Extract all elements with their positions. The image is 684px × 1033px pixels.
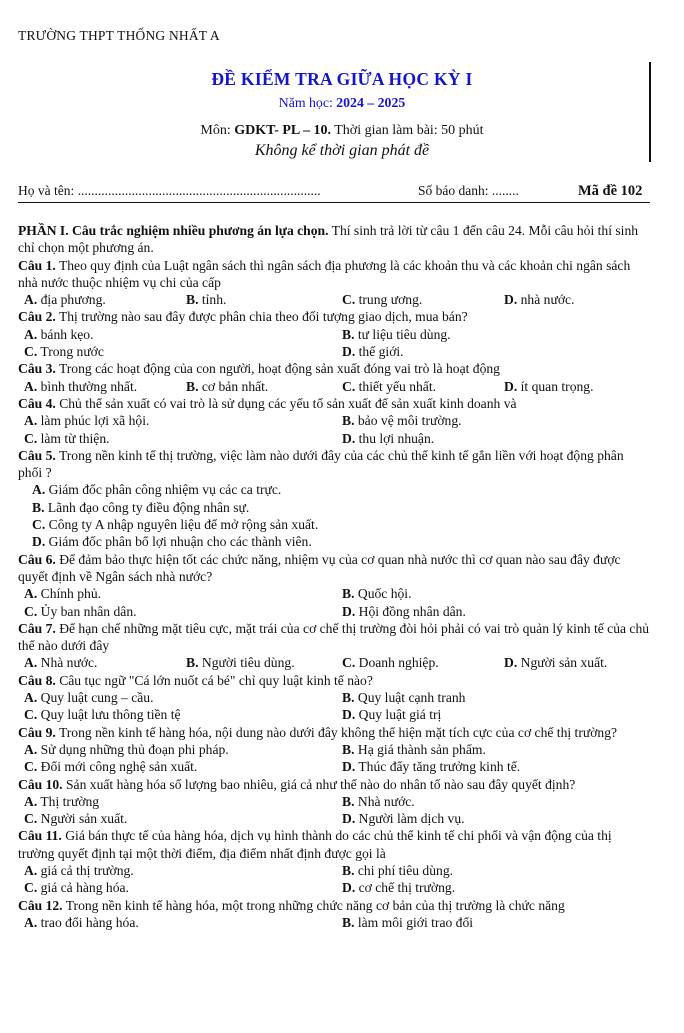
option-letter: D. bbox=[504, 378, 518, 394]
option-text: Sử dụng những thủ đoạn phi pháp. bbox=[40, 741, 229, 757]
question-number: Câu 4. bbox=[18, 395, 56, 411]
question bbox=[18, 360, 650, 395]
option-letter: D. bbox=[342, 811, 356, 827]
question-number: Câu 12. bbox=[18, 897, 63, 913]
option-letter: A. bbox=[24, 326, 38, 342]
option-text: Nhà nước. bbox=[40, 655, 98, 671]
options-row bbox=[18, 862, 650, 879]
option-letter: A. bbox=[24, 793, 38, 809]
option-letter: C. bbox=[24, 759, 38, 775]
year-value: 2024 – 2025 bbox=[336, 95, 406, 110]
option-text: trung ương. bbox=[358, 292, 423, 308]
option-letter: C. bbox=[24, 430, 38, 446]
question-stem: Để đảm bảo thực hiện tốt các chức năng, nhiệm vụ của cơ quan nhà nước thì cơ quan nào sau đây được quyết định về Ngân sách nhà nước? bbox=[18, 551, 621, 584]
question bbox=[18, 827, 650, 896]
question bbox=[18, 672, 650, 724]
options-row bbox=[18, 689, 650, 706]
options-row bbox=[18, 481, 650, 498]
option-letter: C. bbox=[24, 880, 38, 896]
option-text: Người làm dịch vụ. bbox=[358, 811, 465, 827]
question-stem: Theo quy định của Luật ngân sách thì ngân sách địa phương là các khoản thu và các khoản chi ngân sách nhà nước thuộc nhiệm vụ chi của cấp bbox=[18, 257, 631, 290]
question-stem: Câu tục ngữ "Cá lớn nuốt cá bé" chỉ quy luật kinh tế nào? bbox=[59, 672, 373, 688]
option-letter: B. bbox=[342, 690, 355, 706]
options-row bbox=[18, 654, 650, 671]
time-text: Thời gian làm bài: 50 phút bbox=[334, 123, 484, 138]
question-stem: Để hạn chế những mặt tiêu cực, mặt trái của cơ chế thị trường đòi hỏi phải có vai trò quản lý kinh tế của chủ thể nào dưới đây bbox=[18, 620, 650, 654]
question-number: Câu 7. bbox=[18, 620, 56, 636]
answer-option[interactable] bbox=[24, 741, 229, 758]
question bbox=[18, 395, 650, 447]
option-letter: B. bbox=[342, 413, 355, 429]
question-text bbox=[18, 724, 650, 741]
part-heading bbox=[18, 222, 650, 257]
option-letter: A. bbox=[24, 413, 38, 429]
question-number: Câu 10. bbox=[18, 776, 63, 792]
answer-option[interactable] bbox=[24, 914, 139, 931]
question bbox=[18, 724, 650, 776]
question-stem: Sản xuất hàng hóa số lượng bao nhiêu, giá cả như thế nào do nhân tố nào sau đây quyết định? bbox=[65, 776, 576, 792]
option-text: cơ bản nhất. bbox=[201, 378, 269, 394]
question-stem: Giá bán thực tế của hàng hóa, dịch vụ hình thành do các chủ thể kinh tế chi phối và vận động của thị trường quyết định tại một thời điểm, địa điểm nhất định được gọi là bbox=[18, 828, 612, 861]
question-text bbox=[18, 827, 650, 862]
option-letter: D. bbox=[342, 430, 356, 446]
option-letter: B. bbox=[342, 793, 355, 809]
answer-option[interactable] bbox=[342, 378, 436, 395]
answer-option[interactable] bbox=[342, 706, 441, 723]
option-text: Trong nước bbox=[40, 344, 104, 360]
option-text: thu lợi nhuận. bbox=[358, 430, 435, 446]
answer-option[interactable] bbox=[32, 534, 312, 549]
question bbox=[18, 776, 650, 828]
question-text bbox=[18, 257, 650, 292]
option-text: bình thường nhất. bbox=[40, 378, 138, 394]
answer-option[interactable] bbox=[342, 430, 434, 447]
option-letter: D. bbox=[342, 344, 356, 360]
answer-option[interactable] bbox=[24, 758, 197, 775]
option-letter: A. bbox=[24, 586, 38, 602]
answer-option[interactable] bbox=[342, 810, 465, 827]
question-stem: Trong nền kinh tế hàng hóa, một trong những chức năng cơ bản của thị trường là chức năng bbox=[65, 897, 565, 913]
answer-option[interactable] bbox=[24, 585, 101, 602]
question-list bbox=[18, 257, 650, 932]
option-text: nhà nước. bbox=[520, 292, 575, 308]
option-letter: A. bbox=[24, 378, 38, 394]
option-letter: C. bbox=[342, 292, 356, 308]
option-letter: D. bbox=[504, 655, 518, 671]
answer-option[interactable] bbox=[24, 689, 154, 706]
option-text: Quy luật cung – cầu. bbox=[40, 690, 154, 706]
question-stem: Trong nền kinh tế hàng hóa, nội dung nào dưới đây không thể hiện mặt tích cực của cơ chế thị trường? bbox=[58, 724, 618, 740]
answer-option[interactable] bbox=[32, 482, 281, 497]
options-row bbox=[18, 810, 650, 827]
question-stem: Trong các hoạt động của con người, hoạt động sản xuất đóng vai trò là hoạt động bbox=[58, 361, 500, 377]
option-text: bảo vệ môi trường. bbox=[357, 413, 462, 429]
options-row bbox=[18, 343, 650, 360]
part-instruction: Thí sinh trả lời từ câu 1 đến câu 24. Mỗi câu hỏi thí sinh chỉ chọn một phương án. bbox=[18, 223, 639, 256]
question-text bbox=[18, 776, 650, 793]
question-text bbox=[18, 551, 650, 586]
answer-option[interactable] bbox=[186, 291, 226, 308]
options-row bbox=[18, 378, 650, 395]
exam-content bbox=[18, 222, 650, 931]
answer-option[interactable] bbox=[186, 378, 268, 395]
exam-title: ĐỀ KIỂM TRA GIỮA HỌC KỲ I bbox=[211, 69, 473, 89]
options-row bbox=[18, 603, 650, 620]
option-text: cơ chế thị trường. bbox=[358, 880, 456, 896]
answer-option[interactable] bbox=[24, 291, 106, 308]
question-number: Câu 5. bbox=[18, 447, 56, 463]
option-text: làm từ thiện. bbox=[40, 430, 110, 446]
answer-option[interactable] bbox=[24, 879, 129, 896]
option-text: giá cả hàng hóa. bbox=[40, 880, 129, 896]
option-letter: B. bbox=[342, 914, 355, 930]
subject-value: GDKT- PL – 10. bbox=[234, 123, 331, 138]
question-number: Câu 11. bbox=[18, 828, 62, 844]
options-row bbox=[18, 741, 650, 758]
school-name: TRƯỜNG THPT THỐNG NHẤT A bbox=[18, 28, 220, 43]
option-text: trao đổi hàng hóa. bbox=[40, 914, 139, 930]
school-year bbox=[0, 95, 684, 111]
option-text: Người sản xuất. bbox=[520, 655, 608, 671]
option-text: Thị trường bbox=[40, 793, 100, 809]
option-letter: B. bbox=[186, 292, 199, 308]
answer-option[interactable] bbox=[504, 378, 594, 395]
option-letter: B. bbox=[342, 586, 355, 602]
question-text bbox=[18, 620, 650, 655]
subject-line bbox=[0, 123, 684, 139]
option-letter: C. bbox=[24, 811, 38, 827]
question bbox=[18, 308, 650, 360]
option-letter: B. bbox=[342, 326, 355, 342]
exam-code: Mã đề 102 bbox=[578, 183, 643, 199]
answer-option[interactable] bbox=[24, 793, 99, 810]
question-stem: Chủ thể sản xuất có vai trò là sử dụng các yếu tố sản xuất để sản xuất kinh doanh và bbox=[59, 395, 517, 411]
question-number: Câu 6. bbox=[18, 551, 56, 567]
question bbox=[18, 897, 650, 932]
option-text: Chính phủ. bbox=[40, 586, 102, 602]
option-text: Giám đốc phân công nhiệm vụ các ca trực. bbox=[48, 482, 282, 498]
question-number: Câu 1. bbox=[18, 257, 56, 273]
option-letter: A. bbox=[24, 741, 38, 757]
option-text: tư liệu tiêu dùng. bbox=[357, 326, 451, 342]
option-text: ít quan trọng. bbox=[520, 378, 594, 394]
option-letter: D. bbox=[342, 759, 356, 775]
question bbox=[18, 551, 650, 620]
option-text: Giám đốc phân bổ lợi nhuận cho các thành viên. bbox=[48, 534, 312, 550]
part-title: PHẦN I. Câu trắc nghiệm nhiều phương án lựa chọn. bbox=[18, 223, 329, 238]
option-text: Quốc hội. bbox=[357, 586, 412, 602]
question-text bbox=[18, 897, 650, 914]
option-letter: C. bbox=[342, 378, 356, 394]
option-letter: B. bbox=[342, 741, 355, 757]
answer-option[interactable] bbox=[342, 291, 422, 308]
options-row bbox=[18, 793, 650, 810]
sbd-field: Số báo danh: ........ bbox=[418, 183, 519, 198]
option-text: Hạ giá thành sản phẩm. bbox=[357, 741, 486, 757]
option-letter: A. bbox=[24, 292, 38, 308]
question bbox=[18, 620, 650, 672]
options-row bbox=[18, 516, 650, 533]
answer-option[interactable] bbox=[24, 603, 137, 620]
answer-option[interactable] bbox=[342, 326, 451, 343]
option-text: chi phí tiêu dùng. bbox=[357, 862, 454, 878]
answer-option[interactable] bbox=[24, 343, 104, 360]
header-rule bbox=[18, 202, 650, 203]
option-text: Thúc đẩy tăng trưởng kinh tế. bbox=[358, 759, 521, 775]
options-row bbox=[18, 758, 650, 775]
answer-option[interactable] bbox=[342, 758, 520, 775]
question-number: Câu 9. bbox=[18, 724, 56, 740]
answer-option[interactable] bbox=[342, 862, 453, 879]
question-stem: Trong nền kinh tế thị trường, việc làm nào dưới đây của các chủ thể kinh tế gắn liền với hoạt động phân phối ? bbox=[18, 447, 624, 481]
question-text bbox=[18, 395, 650, 412]
options-row bbox=[18, 430, 650, 447]
answer-option[interactable] bbox=[24, 654, 97, 671]
option-text: tỉnh. bbox=[201, 292, 227, 308]
options-row bbox=[18, 533, 650, 550]
answer-option[interactable] bbox=[342, 412, 462, 429]
answer-option[interactable] bbox=[186, 654, 295, 671]
option-text: giá cả thị trường. bbox=[40, 862, 134, 878]
answer-option[interactable] bbox=[504, 654, 607, 671]
options-row bbox=[18, 499, 650, 516]
option-letter: C. bbox=[24, 707, 38, 723]
options-row bbox=[18, 585, 650, 602]
answer-option[interactable] bbox=[342, 793, 415, 810]
option-letter: D. bbox=[504, 292, 518, 308]
answer-option[interactable] bbox=[24, 430, 110, 447]
options-row bbox=[18, 706, 650, 723]
option-letter: D. bbox=[342, 707, 356, 723]
question-number: Câu 3. bbox=[18, 361, 56, 377]
subject-label: Môn: bbox=[200, 123, 231, 138]
option-text: thế giới. bbox=[358, 344, 404, 360]
question-text bbox=[18, 447, 650, 482]
option-letter: A. bbox=[24, 690, 38, 706]
option-text: địa phương. bbox=[40, 292, 106, 308]
question-text bbox=[18, 308, 650, 325]
option-text: Đổi mới công nghệ sản xuất. bbox=[40, 759, 198, 775]
answer-option[interactable] bbox=[32, 500, 249, 515]
options-row bbox=[18, 412, 650, 429]
answer-option[interactable] bbox=[24, 378, 137, 395]
option-letter: D. bbox=[32, 534, 46, 550]
option-letter: B. bbox=[186, 655, 199, 671]
time-note: Không kể thời gian phát đề bbox=[254, 142, 430, 159]
option-letter: B. bbox=[32, 499, 45, 515]
answer-option[interactable] bbox=[342, 603, 466, 620]
question-text bbox=[18, 360, 650, 377]
answer-option[interactable] bbox=[342, 879, 455, 896]
option-letter: C. bbox=[24, 603, 38, 619]
option-text: Người sản xuất. bbox=[40, 811, 128, 827]
question-stem: Thị trường nào sau đây được phân chia theo đối tượng giao dịch, mua bán? bbox=[58, 309, 468, 325]
options-row bbox=[18, 914, 650, 931]
answer-option[interactable] bbox=[342, 689, 465, 706]
option-letter: C. bbox=[342, 655, 356, 671]
question-number: Câu 8. bbox=[18, 672, 56, 688]
answer-option[interactable] bbox=[24, 326, 93, 343]
question bbox=[18, 447, 650, 551]
answer-option[interactable] bbox=[24, 862, 134, 879]
option-letter: D. bbox=[342, 880, 356, 896]
answer-option[interactable] bbox=[342, 585, 412, 602]
name-field: Họ và tên: ........................................................................ bbox=[18, 183, 321, 198]
option-letter: B. bbox=[342, 862, 355, 878]
answer-option[interactable] bbox=[24, 810, 127, 827]
answer-option[interactable] bbox=[32, 517, 318, 532]
option-text: bánh kẹo. bbox=[40, 326, 94, 342]
answer-option[interactable] bbox=[342, 914, 473, 931]
answer-option[interactable] bbox=[24, 706, 181, 723]
option-text: Quy luật lưu thông tiền tệ bbox=[40, 707, 181, 723]
option-letter: B. bbox=[186, 378, 199, 394]
option-text: làm phúc lợi xã hội. bbox=[40, 413, 150, 429]
question-number: Câu 2. bbox=[18, 309, 56, 325]
answer-option[interactable] bbox=[342, 343, 404, 360]
answer-option[interactable] bbox=[504, 291, 574, 308]
option-text: Doanh nghiệp. bbox=[358, 655, 439, 671]
option-letter: C. bbox=[32, 517, 46, 533]
answer-option[interactable] bbox=[342, 654, 439, 671]
options-row bbox=[18, 879, 650, 896]
option-letter: D. bbox=[342, 603, 356, 619]
year-label: Năm học: bbox=[278, 95, 333, 110]
option-text: Nhà nước. bbox=[357, 793, 415, 809]
option-text: Lãnh đạo công ty điều động nhân sự. bbox=[47, 499, 250, 515]
option-text: Hội đồng nhân dân. bbox=[358, 603, 466, 619]
option-text: Quy luật giá trị bbox=[358, 707, 442, 723]
option-text: Ủy ban nhân dân. bbox=[40, 603, 137, 619]
question-text bbox=[18, 672, 650, 689]
option-letter: A. bbox=[24, 655, 38, 671]
option-letter: C. bbox=[24, 344, 38, 360]
option-letter: A. bbox=[24, 914, 38, 930]
option-text: Người tiêu dùng. bbox=[201, 655, 295, 671]
options-row bbox=[18, 291, 650, 308]
question bbox=[18, 257, 650, 309]
answer-option[interactable] bbox=[342, 741, 486, 758]
option-text: làm môi giới trao đổi bbox=[357, 914, 474, 930]
option-text: Công ty A nhập nguyên liệu để mở rộng sản xuất. bbox=[48, 517, 319, 533]
option-text: Quy luật cạnh tranh bbox=[357, 690, 466, 706]
options-row bbox=[18, 326, 650, 343]
option-letter: A. bbox=[32, 482, 46, 498]
option-text: thiết yếu nhất. bbox=[358, 378, 437, 394]
option-letter: A. bbox=[24, 862, 38, 878]
answer-option[interactable] bbox=[24, 412, 149, 429]
